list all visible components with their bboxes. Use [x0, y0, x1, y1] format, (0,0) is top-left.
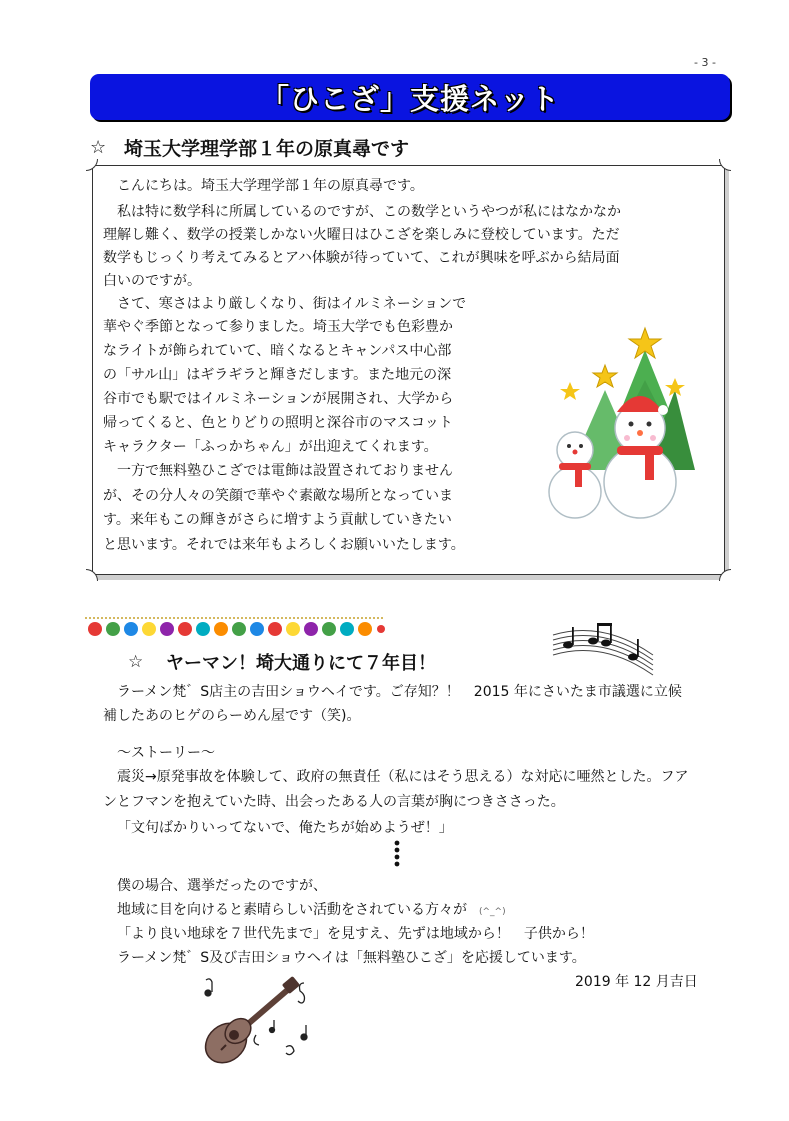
frame-corner: [719, 569, 731, 581]
section1-title: 埼玉大学理学部１年の原真尋です: [124, 138, 410, 160]
emoticon: (^_^): [479, 907, 506, 917]
text-line: 帰ってくると、色とりどりの照明と深谷市のマスコット: [103, 415, 453, 431]
banner: [90, 74, 730, 120]
banner-title: 「ひこざ」支援ネット: [259, 81, 560, 116]
ornament-garland: [85, 612, 385, 642]
text-line: が、その分人々の笑顔で華やぐ素敵な場所となっていま: [103, 488, 453, 504]
text-line: なライトが飾られていて、暗くなるとキャンパス中心部: [103, 343, 452, 359]
date: 2019 年 12 月吉日: [575, 974, 698, 990]
text-line: 補したあのヒゲのらーめん屋です（笑)。: [103, 708, 361, 724]
frame-corner: [86, 159, 98, 171]
text-line: [117, 903, 506, 917]
text-line: さて、寒さはより厳しくなり、街はイルミネーションで: [117, 296, 467, 312]
text-line: 谷市でも駅ではイルミネーションが展開され、大学から: [103, 391, 454, 407]
text-line: 私は特に数学科に所属しているのですが、この数学というやつが私にはなかなか: [117, 204, 621, 220]
text-line: の「サル山」はギラギラと輝きだします。また地元の深: [103, 367, 452, 383]
text-line: ラーメン梵゛S及び吉田ショウヘイは「無料塾ひこざ」を応援しています。: [117, 950, 586, 966]
text-line: と思います。それでは来年もよろしくお願いいたします。: [103, 537, 465, 553]
frame-corner: [86, 569, 98, 581]
page-number: - 3 -: [694, 56, 716, 69]
text-line: 「より良い地球を７世代先まで」を見すえ、先ずは地域から！ 子供から！: [117, 926, 594, 942]
text-line: 一方で無料塾ひこざでは電飾は設置されておりません: [117, 463, 453, 479]
section1-heading: [90, 134, 409, 161]
section2-title: ヤーマン！埼大通りにて７年目！: [166, 653, 436, 674]
text-line: キャラクター「ふっかちゃん」が出迎えてくれます。: [103, 439, 438, 455]
text-line: す。来年もこの輝きがさらに増すよう貢献していきたい: [103, 512, 452, 528]
text-line: ラーメン梵゛S店主の吉田ショウヘイです。ご存知？！ 2015 年にさいたま市議選に立候: [117, 684, 682, 700]
text-line: 「文句ばかりいってないで、俺たちが始めようぜ！」: [117, 820, 453, 836]
text-line-content: 地域に目を向けると素晴らしい活動をされている方々が: [117, 902, 467, 918]
text-line: 震災→原発事故を体験して、政府の無責任（私にはそう思える）な対応に唖然とした。フア: [117, 769, 689, 785]
star-icon: ☆: [90, 137, 107, 158]
text-line: 華やぐ季節となって参りました。埼玉大学でも色彩豊か: [103, 319, 453, 335]
guitar-illustration: [196, 975, 326, 1067]
text-line: ～ストーリー～: [117, 745, 215, 761]
star-icon: ☆: [128, 652, 144, 672]
vertical-ellipsis: [392, 840, 402, 870]
section2-heading: [128, 649, 436, 675]
music-notes-illustration: [548, 615, 658, 677]
text-line: こんにちは。埼玉大学理学部１年の原真尋です。: [117, 178, 424, 194]
christmas-snowmen-illustration: [545, 320, 695, 520]
text-line: 数学もじっくり考えてみるとアハ体験が待っていて、これが興味を呼ぶから結局面: [103, 250, 620, 266]
frame-corner: [719, 159, 731, 171]
text-line: 白いのですが。: [103, 273, 201, 289]
text-line: 理解し難く、数学の授業しかない火曜日はひこざを楽しみに登校しています。ただ: [103, 227, 620, 243]
text-line: 僕の場合、選挙だったのですが、: [117, 878, 327, 894]
text-line: ンとフマンを抱えていた時、出会ったある人の言葉が胸につきささった。: [103, 794, 565, 810]
